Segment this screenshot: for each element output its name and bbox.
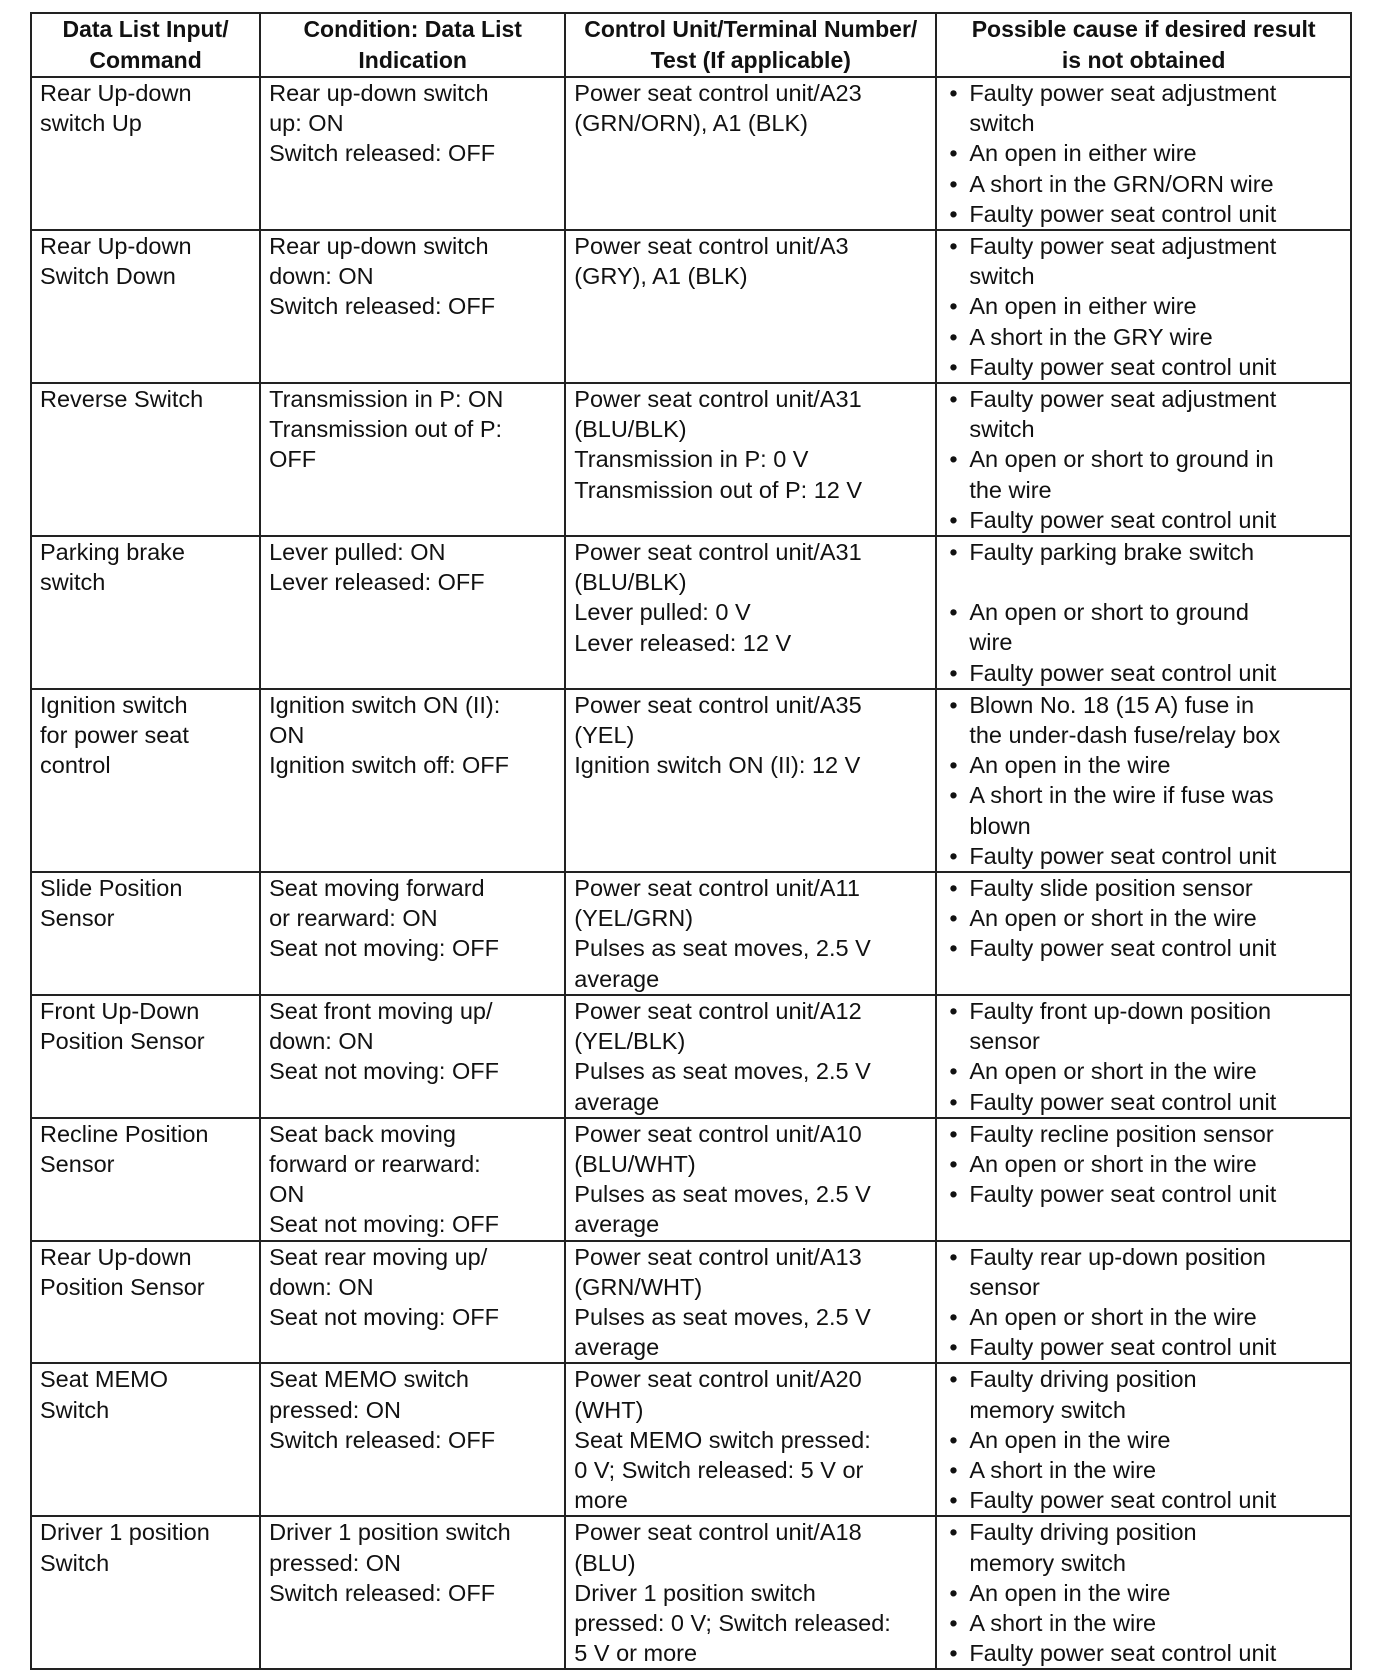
cause-text-line: switch bbox=[969, 416, 1035, 443]
cell-text-line: Power seat control unit/A20 bbox=[574, 1366, 862, 1393]
cell-control-unit bbox=[565, 77, 936, 230]
cell-text-line: 0 V; Switch released: 5 V or bbox=[574, 1456, 864, 1483]
cell-data-list-input bbox=[31, 1241, 260, 1364]
cell-data-list-input bbox=[31, 230, 260, 383]
cause-text-line: switch bbox=[969, 110, 1035, 137]
cause-list bbox=[945, 690, 1342, 871]
cause-item bbox=[945, 1302, 1342, 1332]
cause-text-line: • Faulty power seat control unit bbox=[969, 1088, 1277, 1115]
header-line: Condition: Data List bbox=[303, 16, 522, 42]
cause-text-line: • An open in the wire bbox=[969, 1579, 1171, 1606]
cause-text-line: • Faulty rear up-down position bbox=[969, 1243, 1266, 1270]
cell-condition bbox=[260, 872, 565, 995]
cause-list bbox=[945, 996, 1342, 1117]
cell-text-line: Switch bbox=[40, 1396, 110, 1423]
table-row bbox=[31, 872, 1351, 995]
header-line: is not obtained bbox=[1061, 47, 1226, 73]
cell-data-list-input bbox=[31, 383, 260, 536]
cause-item bbox=[945, 1455, 1342, 1485]
cause-text-line: • Faulty power seat control unit bbox=[969, 200, 1277, 227]
cell-text-line: Lever pulled: 0 V bbox=[574, 599, 751, 626]
cell-condition bbox=[260, 77, 565, 230]
cause-item bbox=[945, 505, 1342, 535]
cause-item bbox=[945, 597, 1342, 657]
cause-item bbox=[945, 933, 1342, 963]
table-row bbox=[31, 995, 1351, 1118]
cell-possible-causes bbox=[936, 1118, 1351, 1241]
cause-text-line: • An open or short in the wire bbox=[969, 905, 1257, 932]
cell-text-line: Sensor bbox=[40, 1150, 115, 1177]
cell-text-line: Sensor bbox=[40, 905, 115, 932]
cell-text-line: Pulses as seat moves, 2.5 V bbox=[574, 1181, 871, 1208]
cell-text-line: (WHT) bbox=[574, 1396, 644, 1423]
cause-list bbox=[945, 78, 1342, 229]
cell-text-line: switch bbox=[40, 569, 106, 596]
cause-text-line: • A short in the wire bbox=[969, 1609, 1157, 1636]
header-condition bbox=[260, 13, 565, 77]
cell-text-line: (BLU/BLK) bbox=[574, 569, 687, 596]
cause-item bbox=[945, 1087, 1342, 1117]
cause-text-line: memory switch bbox=[969, 1396, 1126, 1423]
cell-text-line: Transmission in P: ON bbox=[269, 386, 504, 413]
cell-possible-causes bbox=[936, 77, 1351, 230]
header-line: Control Unit/Terminal Number/ bbox=[584, 16, 918, 42]
cause-text-line: • Faulty power seat adjustment bbox=[969, 386, 1277, 413]
cell-text-line: Pulses as seat moves, 2.5 V bbox=[574, 935, 871, 962]
cell-control-unit bbox=[565, 689, 936, 872]
cell-control-unit bbox=[565, 383, 936, 536]
cause-item bbox=[945, 291, 1342, 321]
cell-possible-causes bbox=[936, 383, 1351, 536]
cell-possible-causes bbox=[936, 230, 1351, 383]
cell-text-line: up: ON bbox=[269, 110, 344, 137]
header-control-unit bbox=[565, 13, 936, 77]
header-data-list-input bbox=[31, 13, 260, 77]
cell-text-line: switch Up bbox=[40, 110, 142, 137]
cause-text-line: • An open or short in the wire bbox=[969, 1150, 1257, 1177]
cause-text-line: • Faulty power seat control unit bbox=[969, 659, 1277, 686]
cause-item bbox=[945, 690, 1342, 750]
cell-condition bbox=[260, 230, 565, 383]
cell-text-line: Power seat control unit/A35 bbox=[574, 691, 862, 718]
cause-list bbox=[945, 537, 1342, 688]
cause-item bbox=[945, 996, 1342, 1056]
cause-text-line: • An open in either wire bbox=[969, 140, 1197, 167]
cell-text-line: down: ON bbox=[269, 263, 374, 290]
diagnostic-data-table bbox=[30, 12, 1352, 1670]
cell-text-line: (YEL) bbox=[574, 722, 635, 749]
cause-item bbox=[945, 750, 1342, 780]
cell-control-unit bbox=[565, 995, 936, 1118]
cause-text-line: • Faulty power seat control unit bbox=[969, 935, 1277, 962]
cause-item bbox=[945, 537, 1342, 567]
cell-text-line: forward or rearward: bbox=[269, 1150, 481, 1177]
cause-text-line: sensor bbox=[969, 1028, 1040, 1055]
cell-text-line: for power seat bbox=[40, 722, 189, 749]
cell-control-unit bbox=[565, 1363, 936, 1516]
cell-text-line: Driver 1 position bbox=[40, 1519, 210, 1546]
cause-text-line: • Faulty recline position sensor bbox=[969, 1120, 1274, 1147]
cell-text-line: OFF bbox=[269, 446, 317, 473]
cause-text-line: • Faulty power seat control unit bbox=[969, 1640, 1277, 1667]
cell-text-line: Power seat control unit/A11 bbox=[574, 875, 860, 902]
cause-text-line: • Faulty power seat adjustment bbox=[969, 80, 1277, 106]
cell-condition bbox=[260, 995, 565, 1118]
cause-text-line: • Faulty power seat control unit bbox=[969, 1487, 1277, 1514]
cell-text-line: Rear Up-down bbox=[40, 80, 192, 106]
cell-text-line: Transmission out of P: bbox=[269, 416, 503, 443]
cell-text-line: Slide Position bbox=[40, 875, 183, 902]
cell-data-list-input bbox=[31, 1118, 260, 1241]
cause-list bbox=[945, 1242, 1342, 1363]
cell-text-line: (GRY), A1 (BLK) bbox=[574, 263, 748, 290]
cause-item bbox=[945, 78, 1342, 138]
cell-possible-causes bbox=[936, 1516, 1351, 1669]
cell-text-line: Rear up-down switch bbox=[269, 233, 489, 260]
cell-text-line: Lever pulled: ON bbox=[269, 539, 446, 566]
cell-text-line: average bbox=[574, 1334, 660, 1361]
cell-text-line: Driver 1 position switch bbox=[574, 1579, 816, 1606]
cell-text-line: Power seat control unit/A3 bbox=[574, 233, 849, 260]
cause-text-line: • An open in the wire bbox=[969, 1426, 1171, 1453]
cell-text-line: (GRN/WHT) bbox=[574, 1273, 703, 1300]
cell-condition bbox=[260, 1118, 565, 1241]
cell-text-line: Reverse Switch bbox=[40, 386, 204, 413]
cause-item bbox=[945, 780, 1342, 840]
cell-text-line: 5 V or more bbox=[574, 1640, 698, 1667]
cause-text-line: • Faulty power seat control unit bbox=[969, 1181, 1277, 1208]
cause-text-line: • An open or short to ground bbox=[969, 599, 1249, 626]
cell-text-line: Position Sensor bbox=[40, 1028, 205, 1055]
cell-text-line: Seat MEMO switch bbox=[269, 1366, 469, 1393]
cell-text-line: Driver 1 position switch bbox=[269, 1519, 511, 1546]
cause-item bbox=[945, 1332, 1342, 1362]
cell-text-line: (BLU/BLK) bbox=[574, 416, 687, 443]
cause-item bbox=[945, 1608, 1342, 1638]
cell-text-line: Seat MEMO bbox=[40, 1366, 168, 1393]
cell-text-line: down: ON bbox=[269, 1028, 374, 1055]
cell-possible-causes bbox=[936, 689, 1351, 872]
cell-text-line: Seat not moving: OFF bbox=[269, 1058, 499, 1085]
cell-text-line: (BLU/WHT) bbox=[574, 1150, 696, 1177]
cause-item bbox=[945, 1578, 1342, 1608]
cause-text-line: switch bbox=[969, 263, 1035, 290]
cell-condition bbox=[260, 1516, 565, 1669]
cell-text-line: average bbox=[574, 965, 660, 992]
cell-text-line: pressed: 0 V; Switch released: bbox=[574, 1609, 891, 1636]
header-line: Indication bbox=[358, 47, 467, 73]
table-row bbox=[31, 230, 1351, 383]
cell-text-line: Seat moving forward bbox=[269, 875, 485, 902]
cell-text-line: Ignition switch ON (II): bbox=[269, 691, 501, 718]
table-body bbox=[31, 77, 1351, 1669]
cell-text-line: Switch released: OFF bbox=[269, 140, 496, 167]
cause-text-line: • Faulty driving position bbox=[969, 1366, 1197, 1393]
cause-item bbox=[945, 1149, 1342, 1179]
cell-text-line: Seat not moving: OFF bbox=[269, 935, 499, 962]
cause-text-line: • An open or short in the wire bbox=[969, 1303, 1257, 1330]
cause-item bbox=[945, 1517, 1342, 1577]
table-row bbox=[31, 383, 1351, 536]
cell-text-line: more bbox=[574, 1487, 628, 1514]
cell-text-line: or rearward: ON bbox=[269, 905, 438, 932]
cause-item bbox=[945, 873, 1342, 903]
cause-item bbox=[945, 1179, 1342, 1209]
cause-item bbox=[945, 352, 1342, 382]
cell-text-line: Ignition switch ON (II): 12 V bbox=[574, 752, 861, 779]
cell-text-line: Ignition switch bbox=[40, 691, 188, 718]
cause-list bbox=[945, 1517, 1342, 1668]
cell-text-line: Pulses as seat moves, 2.5 V bbox=[574, 1058, 871, 1085]
cell-control-unit bbox=[565, 872, 936, 995]
cause-item bbox=[945, 384, 1342, 444]
cause-text-line: • Blown No. 18 (15 A) fuse in bbox=[969, 691, 1255, 718]
table-row bbox=[31, 536, 1351, 689]
cell-text-line: Switch Down bbox=[40, 263, 176, 290]
cell-possible-causes bbox=[936, 536, 1351, 689]
cause-text-line: • Faulty power seat control unit bbox=[969, 353, 1277, 380]
cell-text-line: Pulses as seat moves, 2.5 V bbox=[574, 1303, 871, 1330]
cause-text-line: • Faulty parking brake switch bbox=[969, 539, 1255, 566]
cause-text-line: memory switch bbox=[969, 1549, 1126, 1576]
table-row bbox=[31, 77, 1351, 230]
cause-item bbox=[945, 841, 1342, 871]
header-line: Command bbox=[89, 47, 202, 73]
cause-text-line: • Faulty driving position bbox=[969, 1519, 1197, 1546]
cell-text-line: Switch bbox=[40, 1549, 110, 1576]
cause-list bbox=[945, 384, 1342, 535]
cause-item bbox=[945, 903, 1342, 933]
cell-text-line: Transmission in P: 0 V bbox=[574, 446, 809, 473]
cause-text-line: • An open or short to ground in bbox=[969, 446, 1274, 473]
cause-text-line: • A short in the wire if fuse was bbox=[969, 782, 1274, 809]
cell-data-list-input bbox=[31, 995, 260, 1118]
cause-text-line: • Faulty power seat control unit bbox=[969, 1334, 1277, 1361]
cause-item bbox=[945, 1056, 1342, 1086]
cell-condition bbox=[260, 383, 565, 536]
cause-text-line: sensor bbox=[969, 1273, 1040, 1300]
cause-list bbox=[945, 1119, 1342, 1210]
cell-text-line: Seat rear moving up/ bbox=[269, 1243, 488, 1270]
cause-text-line: • An open or short in the wire bbox=[969, 1058, 1257, 1085]
cell-text-line: pressed: ON bbox=[269, 1396, 402, 1423]
header-line: Possible cause if desired result bbox=[971, 16, 1316, 42]
cell-condition bbox=[260, 689, 565, 872]
cell-data-list-input bbox=[31, 872, 260, 995]
cell-text-line: down: ON bbox=[269, 1273, 374, 1300]
cause-text-line: • Faulty power seat adjustment bbox=[969, 233, 1277, 260]
cell-text-line: Rear Up-down bbox=[40, 1243, 192, 1270]
header-possible-cause bbox=[936, 13, 1351, 77]
cell-text-line: Lever released: OFF bbox=[269, 569, 485, 596]
cause-text-line: • A short in the GRY wire bbox=[969, 323, 1213, 350]
cell-condition bbox=[260, 536, 565, 689]
cause-text-line: • A short in the GRN/ORN wire bbox=[969, 170, 1274, 197]
table-row bbox=[31, 1516, 1351, 1669]
cell-text-line: Transmission out of P: 12 V bbox=[574, 476, 863, 503]
table-header bbox=[31, 13, 1351, 77]
cell-control-unit bbox=[565, 230, 936, 383]
cause-item bbox=[945, 1119, 1342, 1149]
cause-item bbox=[945, 658, 1342, 688]
cause-item bbox=[945, 169, 1342, 199]
cell-data-list-input bbox=[31, 536, 260, 689]
cell-text-line: (YEL/BLK) bbox=[574, 1028, 686, 1055]
cell-condition bbox=[260, 1241, 565, 1364]
cell-text-line: Power seat control unit/A13 bbox=[574, 1243, 862, 1270]
cell-text-line: Seat not moving: OFF bbox=[269, 1211, 499, 1238]
table-row bbox=[31, 689, 1351, 872]
cause-list bbox=[945, 1364, 1342, 1515]
cause-list bbox=[945, 231, 1342, 382]
cause-text-line: the under-dash fuse/relay box bbox=[969, 722, 1281, 749]
cause-text-line: • Faulty front up-down position bbox=[969, 997, 1272, 1024]
header-line: Test (If applicable) bbox=[650, 47, 851, 73]
cause-text-line: blown bbox=[969, 812, 1031, 839]
cell-text-line: Seat not moving: OFF bbox=[269, 1303, 499, 1330]
cell-text-line: (YEL/GRN) bbox=[574, 905, 694, 932]
table-row bbox=[31, 1118, 1351, 1241]
cell-data-list-input bbox=[31, 1516, 260, 1669]
cause-list bbox=[945, 873, 1342, 964]
cause-item bbox=[945, 322, 1342, 352]
cause-item bbox=[945, 231, 1342, 291]
cause-item bbox=[945, 138, 1342, 168]
cause-item bbox=[945, 444, 1342, 504]
cause-item bbox=[945, 1242, 1342, 1302]
cause-text-line: • An open in either wire bbox=[969, 293, 1197, 320]
cause-text-line: • Faulty power seat control unit bbox=[969, 842, 1277, 869]
cause-text-line: • An open in the wire bbox=[969, 752, 1171, 779]
cell-text-line: average bbox=[574, 1088, 660, 1115]
cell-text-line: Front Up-Down bbox=[40, 997, 200, 1024]
cell-condition bbox=[260, 1363, 565, 1516]
cell-text-line: Parking brake bbox=[40, 539, 185, 566]
cell-text-line: ON bbox=[269, 722, 305, 749]
table-row bbox=[31, 1363, 1351, 1516]
cell-text-line: Rear up-down switch bbox=[269, 80, 489, 106]
cell-text-line: Power seat control unit/A23 bbox=[574, 80, 862, 106]
cause-text-line: • Faulty power seat control unit bbox=[969, 506, 1277, 533]
cause-text-line: wire bbox=[969, 629, 1013, 656]
cause-text-line: • Faulty slide position sensor bbox=[969, 875, 1253, 902]
cause-text-line: • A short in the wire bbox=[969, 1456, 1157, 1483]
cell-text-line: Switch released: OFF bbox=[269, 1579, 496, 1606]
cell-text-line: Power seat control unit/A31 bbox=[574, 539, 862, 566]
cell-text-line: Position Sensor bbox=[40, 1273, 205, 1300]
cell-possible-causes bbox=[936, 995, 1351, 1118]
cause-item bbox=[945, 1638, 1342, 1668]
cell-text-line: average bbox=[574, 1211, 660, 1238]
cell-control-unit bbox=[565, 536, 936, 689]
cell-data-list-input bbox=[31, 689, 260, 872]
cell-text-line: Power seat control unit/A10 bbox=[574, 1120, 862, 1147]
cell-control-unit bbox=[565, 1516, 936, 1669]
cell-possible-causes bbox=[936, 872, 1351, 995]
cell-text-line: control bbox=[40, 752, 111, 779]
cell-text-line: (GRN/ORN), A1 (BLK) bbox=[574, 110, 808, 137]
cell-possible-causes bbox=[936, 1241, 1351, 1364]
cell-possible-causes bbox=[936, 1363, 1351, 1516]
cause-item bbox=[945, 1425, 1342, 1455]
cause-item bbox=[945, 1485, 1342, 1515]
cell-control-unit bbox=[565, 1118, 936, 1241]
cause-item bbox=[945, 1364, 1342, 1424]
cell-text-line: Lever released: 12 V bbox=[574, 629, 792, 656]
cell-text-line: Seat MEMO switch pressed: bbox=[574, 1426, 871, 1453]
cell-control-unit bbox=[565, 1241, 936, 1364]
cell-text-line: Recline Position bbox=[40, 1120, 209, 1147]
cell-text-line: Power seat control unit/A31 bbox=[574, 386, 862, 413]
cell-text-line: pressed: ON bbox=[269, 1549, 402, 1576]
cell-text-line: (BLU) bbox=[574, 1549, 636, 1576]
cause-text-line: the wire bbox=[969, 476, 1052, 503]
cell-text-line: ON bbox=[269, 1181, 305, 1208]
cell-data-list-input bbox=[31, 1363, 260, 1516]
cell-text-line: Seat back moving bbox=[269, 1120, 456, 1147]
cell-data-list-input bbox=[31, 77, 260, 230]
cell-text-line: Rear Up-down bbox=[40, 233, 192, 260]
cell-text-line: Seat front moving up/ bbox=[269, 997, 493, 1024]
table-row bbox=[31, 1241, 1351, 1364]
cell-text-line: Ignition switch off: OFF bbox=[269, 752, 509, 779]
cell-text-line: Power seat control unit/A12 bbox=[574, 997, 862, 1024]
cell-text-line: Power seat control unit/A18 bbox=[574, 1519, 862, 1546]
header-row bbox=[31, 13, 1351, 77]
cell-text-line: Switch released: OFF bbox=[269, 293, 496, 320]
header-line: Data List Input/ bbox=[62, 16, 229, 42]
cell-text-line: Switch released: OFF bbox=[269, 1426, 496, 1453]
cause-item bbox=[945, 199, 1342, 229]
